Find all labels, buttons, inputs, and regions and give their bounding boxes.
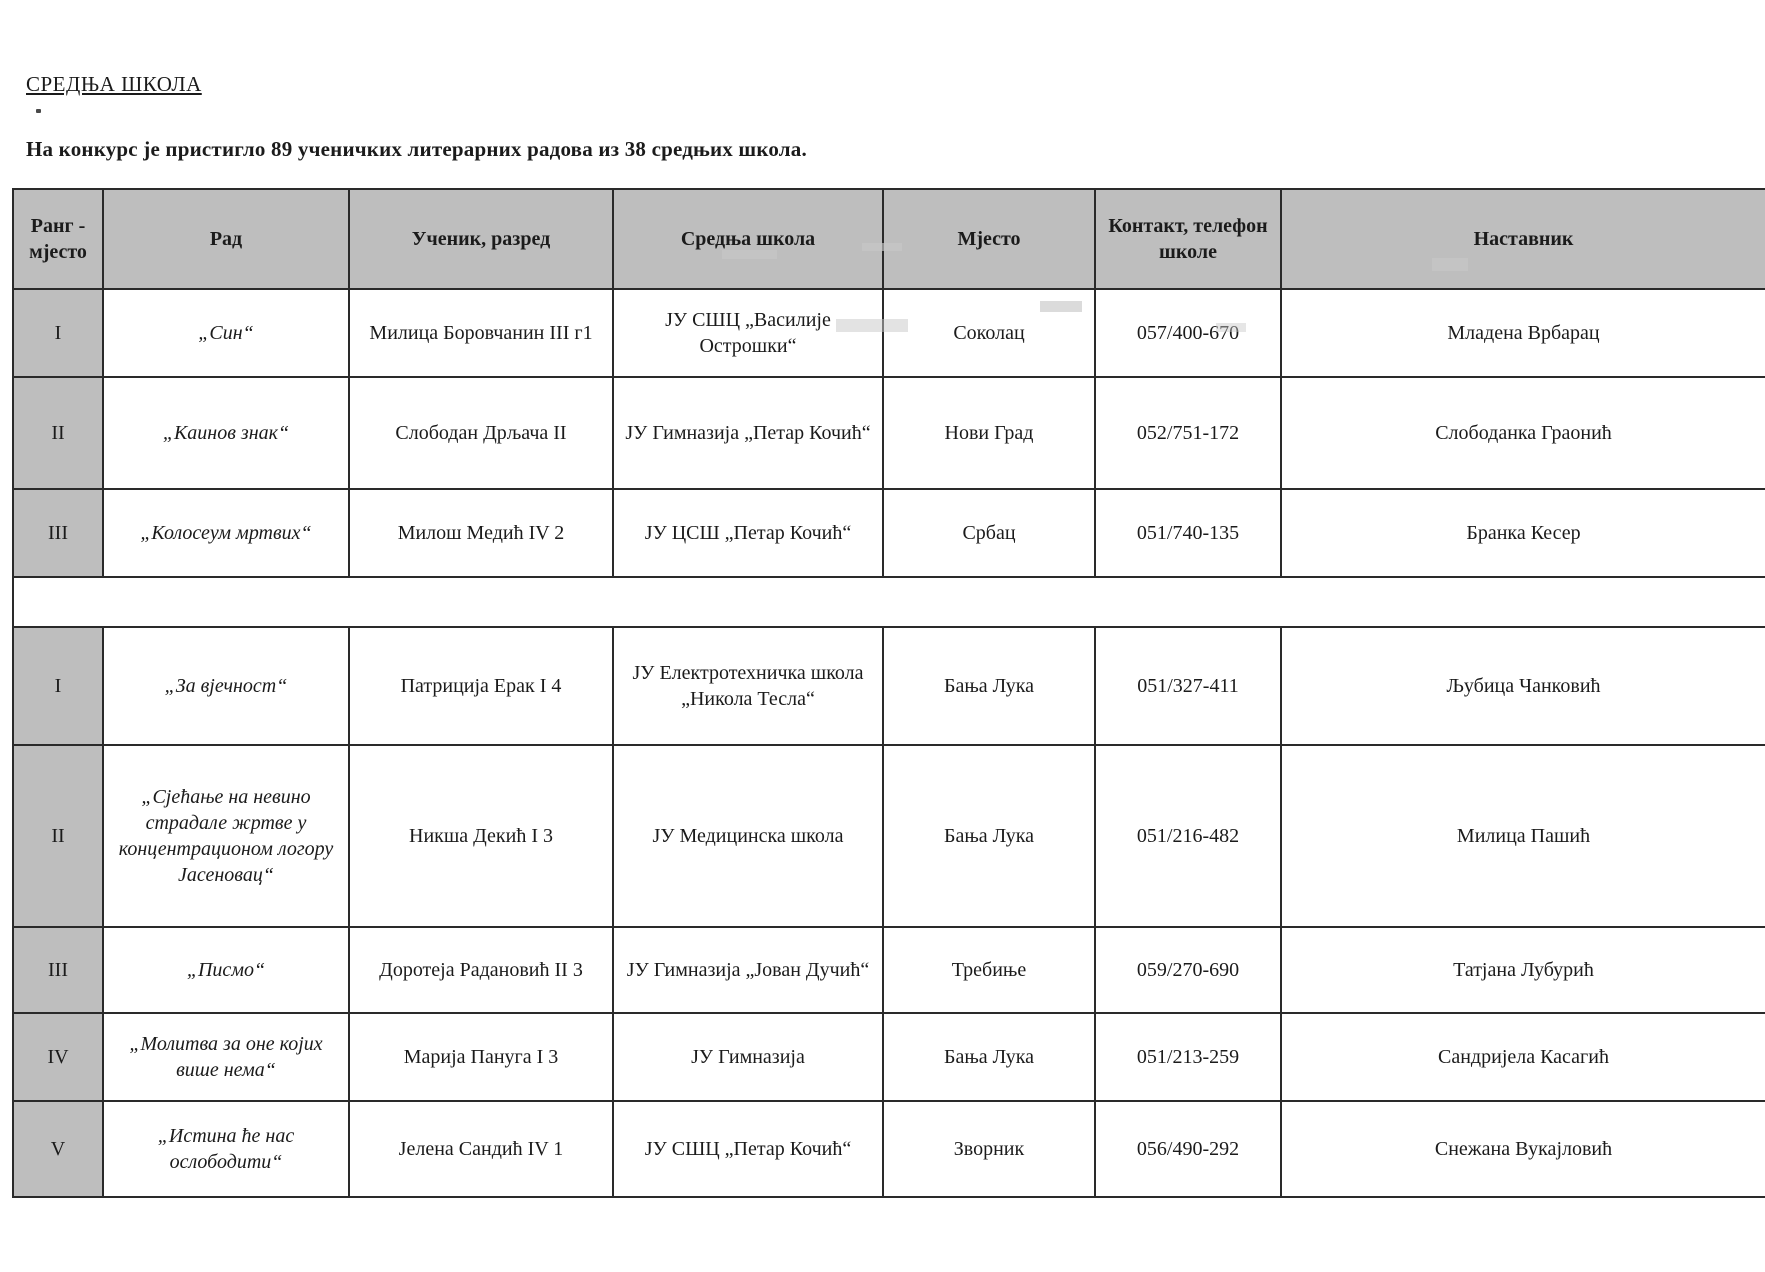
table-row [13,745,1765,927]
cell-student: Слободан Дрљача II [349,377,613,489]
cell-school: ЈУ СШЦ „Петар Кочић“ [613,1101,883,1197]
scan-smudge [862,243,902,251]
cell-place: Бања Лука [883,627,1095,745]
cell-school: ЈУ Гимназија [613,1013,883,1101]
cell-student: Никша Декић I 3 [349,745,613,927]
table-row [13,489,1765,577]
cell-work: „Сјећање на невино страдале жртве у концентрационом логору Јасеновац“ [103,745,349,927]
cell-work: „Каинов знак“ [103,377,349,489]
cell-rank: II [13,745,103,927]
cell-rank: III [13,489,103,577]
cell-place: Србац [883,489,1095,577]
cell-phone: 059/270-690 [1095,927,1281,1013]
cell-school: ЈУ СШЦ „Василије Острошки“ [613,289,883,377]
cell-rank: III [13,927,103,1013]
cell-phone: 057/400-670 [1095,289,1281,377]
cell-phone: 051/213-259 [1095,1013,1281,1101]
cell-place: Зворник [883,1101,1095,1197]
cell-place: Соколац [883,289,1095,377]
scan-smudge [1432,258,1468,271]
results-table-body [13,289,1765,1197]
cell-work: „Молитва за оне којих више нема“ [103,1013,349,1101]
cell-school: ЈУ Медицинска школа [613,745,883,927]
spacer-cell [13,577,1765,627]
cell-rank: V [13,1101,103,1197]
cell-phone: 056/490-292 [1095,1101,1281,1197]
table-row [13,927,1765,1013]
col-header-rank: Ранг - мјесто [13,189,103,289]
cell-work: „Син“ [103,289,349,377]
cell-phone: 051/216-482 [1095,745,1281,927]
header-row [13,189,1765,289]
cell-work: „Колосеум мртвих“ [103,489,349,577]
cell-rank: I [13,289,103,377]
col-header-school: Средња школа [613,189,883,289]
cell-student: Милош Медић IV 2 [349,489,613,577]
cell-school: ЈУ Електротехничка школа „Никола Тесла“ [613,627,883,745]
scan-smudge [722,250,777,259]
table-row [13,377,1765,489]
table-row [13,1101,1765,1197]
results-table-head [13,189,1765,289]
cell-school: ЈУ Гимназија „Јован Дучић“ [613,927,883,1013]
cell-teacher: Бранка Кесер [1281,489,1765,577]
cell-place: Нови Град [883,377,1095,489]
table-row [13,289,1765,377]
cell-student: Јелена Сандић IV 1 [349,1101,613,1197]
cell-work: „Писмо“ [103,927,349,1013]
scan-smudge [1040,301,1082,312]
cell-teacher: Сандријела Касагић [1281,1013,1765,1101]
cell-student: Доротеја Радановић II 3 [349,927,613,1013]
scan-dot-artifact [36,109,41,113]
scan-smudge [836,319,908,332]
cell-phone: 052/751-172 [1095,377,1281,489]
results-table [12,188,1765,1198]
cell-rank: II [13,377,103,489]
intro-text: На конкурс је пристигло 89 ученичких литерарних радова из 38 средњих школа. [26,137,807,161]
cell-place: Бања Лука [883,1013,1095,1101]
cell-student: Патриција Ерак I 4 [349,627,613,745]
cell-teacher: Татјана Лубурић [1281,927,1765,1013]
cell-school: ЈУ ЦСШ „Петар Кочић“ [613,489,883,577]
cell-phone: 051/740-135 [1095,489,1281,577]
cell-student: Марија Пануга I 3 [349,1013,613,1101]
col-header-student: Ученик, разред [349,189,613,289]
cell-teacher: Снежана Вукајловић [1281,1101,1765,1197]
cell-teacher: Слободанка Граонић [1281,377,1765,489]
col-header-teacher: Наставник [1281,189,1765,289]
col-header-work: Рад [103,189,349,289]
cell-work: „Истина ће нас ослободити“ [103,1101,349,1197]
table-row [13,627,1765,745]
cell-teacher: Љубица Чанковић [1281,627,1765,745]
cell-teacher: Младена Врбарац [1281,289,1765,377]
cell-rank: I [13,627,103,745]
section-heading: СРЕДЊА ШКОЛА [26,72,202,96]
cell-teacher: Милица Пашић [1281,745,1765,927]
cell-phone: 051/327-411 [1095,627,1281,745]
col-header-place: Мјесто [883,189,1095,289]
col-header-phone: Контакт, телефон школе [1095,189,1281,289]
scan-smudge [1216,323,1246,332]
cell-student: Милица Боровчанин III г1 [349,289,613,377]
table-row [13,1013,1765,1101]
cell-place: Требиње [883,927,1095,1013]
cell-work: „За вјечност“ [103,627,349,745]
cell-school: ЈУ Гимназија „Петар Кочић“ [613,377,883,489]
spacer-row [13,577,1765,627]
cell-place: Бања Лука [883,745,1095,927]
cell-rank: IV [13,1013,103,1101]
